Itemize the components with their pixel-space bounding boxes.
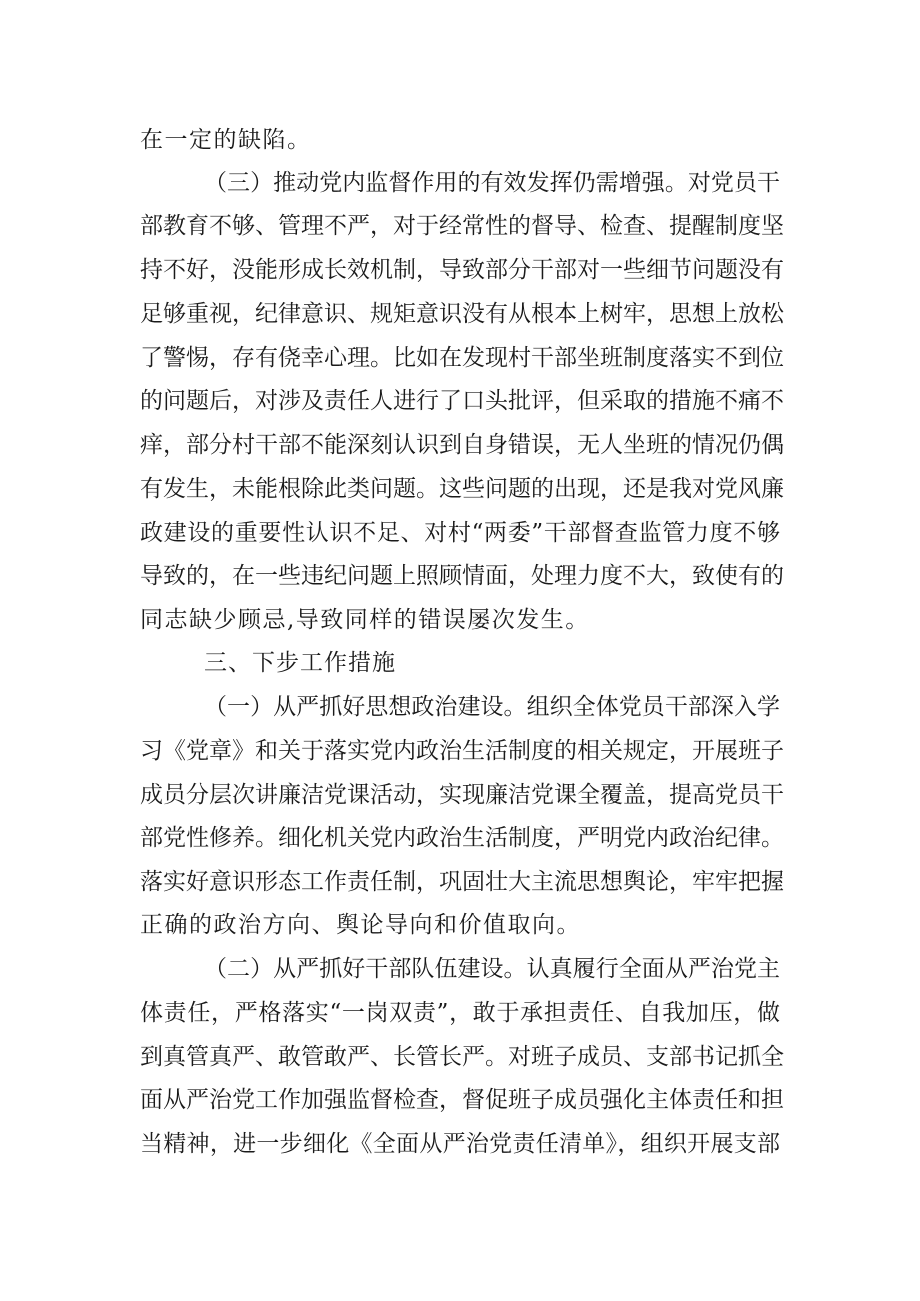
text-line: 持不好，没能形成长效机制，导致部分干部对一些细节问题没有 [140, 257, 784, 283]
text-line: 的问题后，对涉及责任人进行了口头批评，但采取的措施不痛不 [140, 388, 784, 414]
text-line: 体责任，严格落实“一岗双责”，敢于承担责任、自我加压，做 [140, 1000, 780, 1026]
text-line: 部党性修养。细化机关党内政治生活制度，严明党内政治纪律。 [140, 825, 784, 851]
text-line: 到真管真严、敢管敢严、长管长严。对班子成员、支部书记抓全 [140, 1044, 784, 1070]
text-line: 痒，部分村干部不能深刻认识到自身错误，无人坐班的情况仍偶 [140, 432, 784, 458]
text-line: 面从严治党工作加强监督检查，督促班子成员强化主体责任和担 [140, 1087, 784, 1113]
text-line: 正确的政治方向、舆论导向和价值取向。 [140, 912, 581, 938]
text-line: 在一定的缺陷。 [140, 127, 312, 153]
paragraph-first-line: （一）从严抓好思想政治建设。组织全体党员干部深入学 [204, 694, 780, 720]
text-line: 成员分层次讲廉洁党课活动，实现廉洁党课全覆盖，提高党员干 [140, 782, 784, 808]
text-line: 有发生，未能根除此类问题。这些问题的出现，还是我对党风廉 [140, 476, 784, 502]
text-line: 习《党章》和关于落实党内政治生活制度的相关规定，开展班子 [140, 738, 784, 764]
text-line: 导致的，在一些违纪问题上照顾情面，处理力度不大，致使有的 [140, 563, 784, 589]
text-line: 了警惕，存有侥幸心理。比如在发现村干部坐班制度落实不到位 [140, 345, 784, 371]
text-line: 同志缺少顾忌,导致同样的错误屡次发生。 [140, 607, 590, 633]
text-line: 政建设的重要性认识不足、对村“两委”干部督查监管力度不够 [140, 520, 780, 546]
section-heading: 三、下步工作措施 [204, 650, 396, 676]
text-line: 落实好意识形态工作责任制，巩固壮大主流思想舆论，牢牢把握 [140, 869, 784, 895]
paragraph-first-line: （二）从严抓好干部队伍建设。认真履行全面从严治党主 [204, 956, 780, 982]
text-line: 当精神，进一步细化《全面从严治党责任清单》，组织开展支部 [140, 1131, 780, 1157]
paragraph-first-line: （三）推动党内监督作用的有效发挥仍需增强。对党员干 [204, 170, 780, 196]
text-line: 足够重视，纪律意识、规矩意识没有从根本上树牢，思想上放松 [140, 301, 784, 327]
text-line: 部教育不够、管理不严，对于经常性的督导、检查、提醒制度坚 [140, 213, 784, 239]
